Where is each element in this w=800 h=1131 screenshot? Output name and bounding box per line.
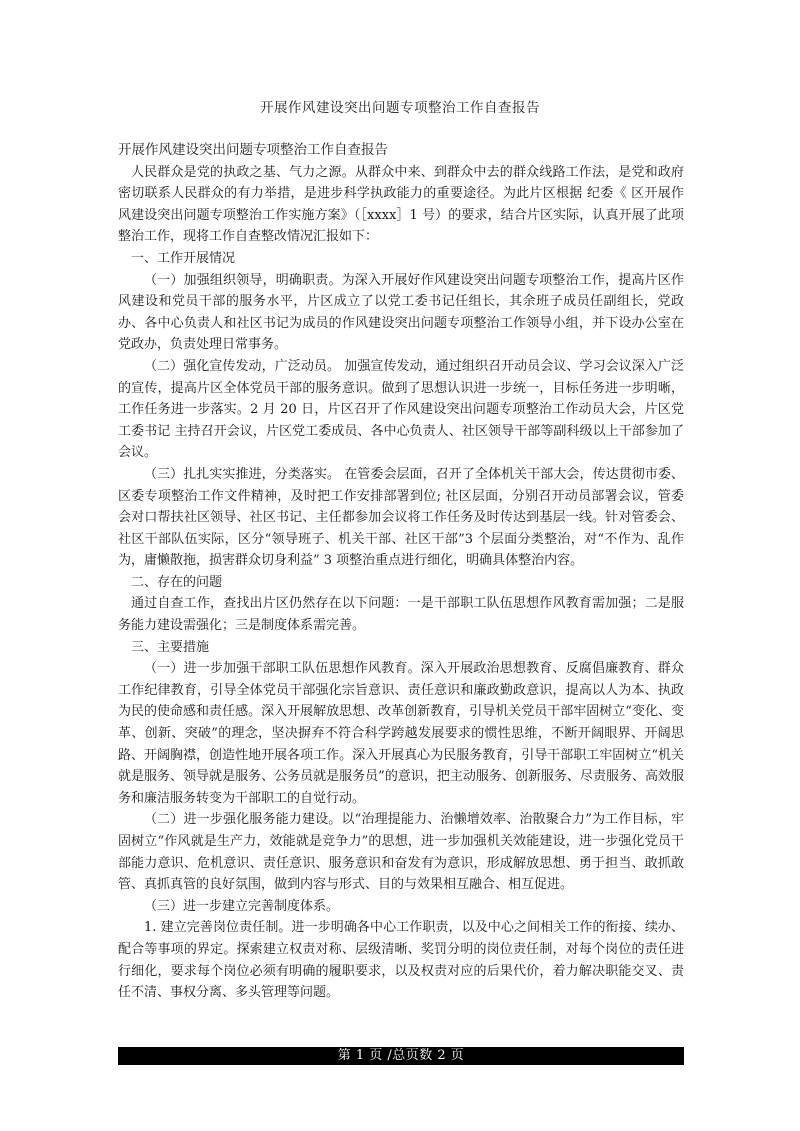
page-footer	[118, 1047, 684, 1065]
page-header: 开展作风建设突出问题专项整治工作自查报告	[260, 100, 540, 116]
section1-paragraph-2: （二）强化宣传发动，广泛动员。 加强宣传发动，通过组织召开动员会议、学习会议深入广泛的宣传，提高片区全体党员干部的服务意识。做到了思想认识进一步统一，目标任务进一步明晰，工作任务进一步落实。2 月 20 日，片区召开了作风建设突出问题专项整治工作动员大会，片区党工委书记 主持召开会议，片区党工委成员、各中心负责人、社区领导干部等副科级以上干部参加了会议。	[118, 358, 684, 461]
section3-paragraph-4: 1. 建立完善岗位责任制。进一步明确各中心工作职责，以及中心之间相关工作的衔接、续办、配合等事项的界定。探索建立权责对称、层级清晰、奖罚分明的岗位责任制，对每个岗位的责任进行细化，要求每个岗位必须有明确的履职要求，以及权责对应的后果代价，着力解决职能交叉、责任不清、事权分离、多头管理等问题。	[118, 920, 684, 1001]
section-heading-3: 三、主要措施	[131, 639, 210, 655]
page-number-label: 第 1 页 /总页数 2 页	[337, 1048, 465, 1063]
section-heading-1: 一、工作开展情况	[131, 250, 236, 266]
intro-paragraph: 人民群众是党的执政之基、气力之源。从群众中来、到群众中去的群众线路工作法，是党和政府密切联系人民群众的有力举措，是进步科学执政能力的重要途径。为此片区根据 纪委《 区开展作风建设突出问题专项整治工作实施方案》（［xxxx］1 号）的要求，结合片区实际，认真开展了此项整治工作，现将工作自查整改情况汇报如下：	[118, 164, 684, 245]
section2-paragraph-1: 通过自查工作，查找出片区仍然存在以下问题：一是干部职工队伍思想作风教育需加强；二是服务能力建设需强化；三是制度体系需完善。	[118, 596, 684, 634]
section-heading-2: 二、存在的问题	[131, 574, 223, 590]
document-title: 开展作风建设突出问题专项整治工作自查报告	[118, 142, 388, 158]
section1-paragraph-1: （一）加强组织领导，明确职责。为深入开展好作风建设突出问题专项整治工作，提高片区作风建设和党员干部的服务水平，片区成立了以党工委书记任组长，其余班子成员任副组长，党政办、各中心负责人和社区书记为成员的作风建设突出问题专项整治工作领导小组，并下设办公室在党政办，负责处理日常事务。	[118, 272, 684, 353]
section3-paragraph-2: （二）进一步强化服务能力建设。以“治理提能力、治懒增效率、治散聚合力”为工作目标，牢固树立“作风就是生产力，效能就是竞争力”的思想，进一步加强机关效能建设，进一步强化党员干部能力意识、危机意识、责任意识、服务意识和奋发有为意识，形成解放思想、勇于担当、敢抓敢管、真抓真管的良好氛围，做到内容与形式、目的与效果相互融合、相互促进。	[118, 812, 684, 893]
section1-paragraph-3: （三）扎扎实实推进，分类落实。 在管委会层面，召开了全体机关干部大会，传达贯彻市委、区委专项整治工作文件精神，及时把工作安排部署到位; 社区层面，分别召开动员部署会议，管委会对口帮扶社区领导、社区书记、主任都参加会议将工作任务及时传达到基层一线。针对管委会、社区干部队伍实际，区分“领导班子、机关干部、社区干部”3 个层面分类整治，对“不作为、乱作为，庸懒散拖，损害群众切身利益” 3 项整治重点进行细化，明确具体整治内容。	[118, 466, 684, 569]
document-body	[118, 140, 684, 1004]
section3-paragraph-1: （一）进一步加强干部职工队伍思想作风教育。深入开展政治思想教育、反腐倡廉教育、群众工作纪律教育，引导全体党员干部强化宗旨意识、责任意识和廉政勤政意识，提高以人为本、执政为民的使命感和责任感。深入开展解放思想、改革创新教育，引导机关党员干部牢固树立“变化、变革、创新、突破”的理念，坚决摒弃不符合科学跨越发展要求的惯性思维，不断开阔眼界、开阔思路、开阔胸襟，创造性地开展各项工作。深入开展真心为民服务教育，引导干部职工牢固树立“机关就是服务、领导就是服务、公务员就是服务员”的意识，把主动服务、创新服务、尽责服务、高效服务和廉洁服务转变为干部职工的自觉行动。	[118, 661, 684, 806]
section3-paragraph-3: （三）进一步建立完善制度体系。	[144, 898, 340, 914]
